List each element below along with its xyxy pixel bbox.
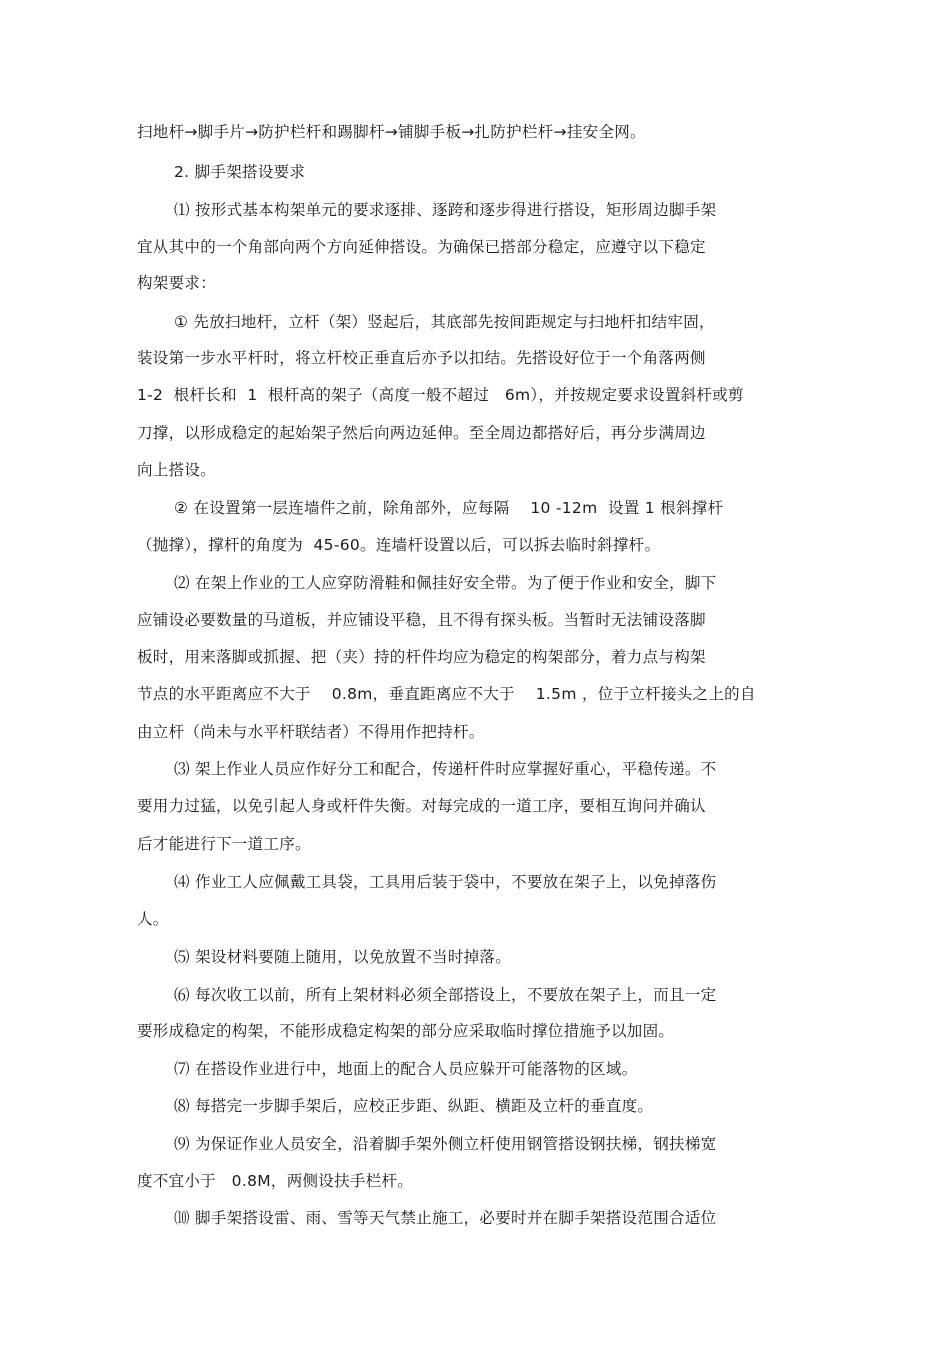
text-line: ⑴ 按形式基本构架单元的要求逐排、逐跨和逐步得进行搭设，矩形周边脚手架 bbox=[174, 201, 717, 219]
text-line: ⑻ 每搭完一步脚手架后，应校正步距、纵距、横距及立杆的垂直度。 bbox=[174, 1097, 654, 1115]
text-line: 向上搭设。 bbox=[137, 461, 217, 479]
text-line: 板时，用来落脚或抓握、把（夹）持的杆件均应为稳定的构架部分，着力点与构架 bbox=[137, 648, 706, 666]
text-line: ⑽ 脚手架搭设雷、雨、雪等天气禁止施工，必要时并在脚手架搭设范围合适位 bbox=[174, 1209, 717, 1227]
text-line: ② 在设置第一层连墙件之前，除角部外，应每隔 10 -12m 设置 1 根斜撑杆 bbox=[174, 499, 724, 517]
text-line: 要形成稳定的构架，不能形成稳定构架的部分应采取临时撑位措施予以加固。 bbox=[137, 1022, 675, 1040]
text-line: ⑶ 架上作业人员应作好分工和配合，传递杆件时应掌握好重心，平稳传递。不 bbox=[174, 760, 717, 778]
text-line: 构架要求： bbox=[137, 274, 217, 292]
text-line: 扫地杆→脚手片→防护栏杆和踢脚杆→铺脚手板→扎防护栏杆→挂安全网。 bbox=[137, 123, 646, 141]
text-line: ⑷ 作业工人应佩戴工具袋，工具用后装于袋中，不要放在架子上，以免掉落伤 bbox=[174, 873, 717, 891]
text-line: 节点的水平距离应不大于 0.8m，垂直距离应不大于 1.5m ，位于立杆接头之上的自 bbox=[137, 685, 756, 703]
text-line: 应铺设必要数量的马道板，并应铺设平稳，且不得有探头板。当暂时无法铺设落脚 bbox=[137, 611, 706, 629]
text-line: 由立杆（尚未与水平杆联结者）不得用作把持杆。 bbox=[137, 723, 485, 741]
text-line: ⑸ 架设材料要随上随用，以免放置不当时掉落。 bbox=[174, 948, 512, 966]
text-line: 1-2 根杆长和 1 根杆高的架子（高度一般不超过 6m），并按规定要求设置斜杆或剪 bbox=[137, 386, 744, 404]
text-line: 宜从其中的一个角部向两个方向延伸搭设。为确保已搭部分稳定，应遵守以下稳定 bbox=[137, 238, 706, 256]
text-line: 后才能进行下一道工序。 bbox=[137, 835, 311, 853]
text-line: （抛撑），撑杆的角度为 45-60。连墙杆设置以后，可以拆去临时斜撑杆。 bbox=[137, 536, 661, 554]
text-line: 装设第一步水平杆时，将立杆校正垂直后亦予以扣结。先搭设好位于一个角落两侧 bbox=[137, 349, 706, 367]
text-line: ⑹ 每次收工以前，所有上架材料必须全部搭设上，不要放在架子上，而且一定 bbox=[174, 986, 717, 1004]
text-line: ⑺ 在搭设作业进行中，地面上的配合人员应躲开可能落物的区域。 bbox=[174, 1060, 638, 1078]
text-line: 度不宜小于 0.8M，两侧设扶手栏杆。 bbox=[137, 1172, 414, 1190]
section-heading: 2. 脚手架搭设要求 bbox=[174, 163, 306, 181]
text-line: ⑵ 在架上作业的工人应穿防滑鞋和佩挂好安全带。为了便于作业和安全，脚下 bbox=[174, 574, 717, 592]
text-line: 要用力过猛，以免引起人身或杆件失衡。对每完成的一道工序，要相互询问并确认 bbox=[137, 797, 706, 815]
text-line: 刀撑，以形成稳定的起始架子然后向两边延伸。至全周边都搭好后，再分步满周边 bbox=[137, 424, 706, 442]
text-line: ⑼ 为保证作业人员安全，沿着脚手架外侧立杆使用钢管搭设钢扶梯，钢扶梯宽 bbox=[174, 1135, 717, 1153]
text-line: ① 先放扫地杆，立杆（架）竖起后，其底部先按间距规定与扫地杆扣结牢固， bbox=[174, 313, 715, 331]
text-line: 人。 bbox=[137, 910, 169, 928]
